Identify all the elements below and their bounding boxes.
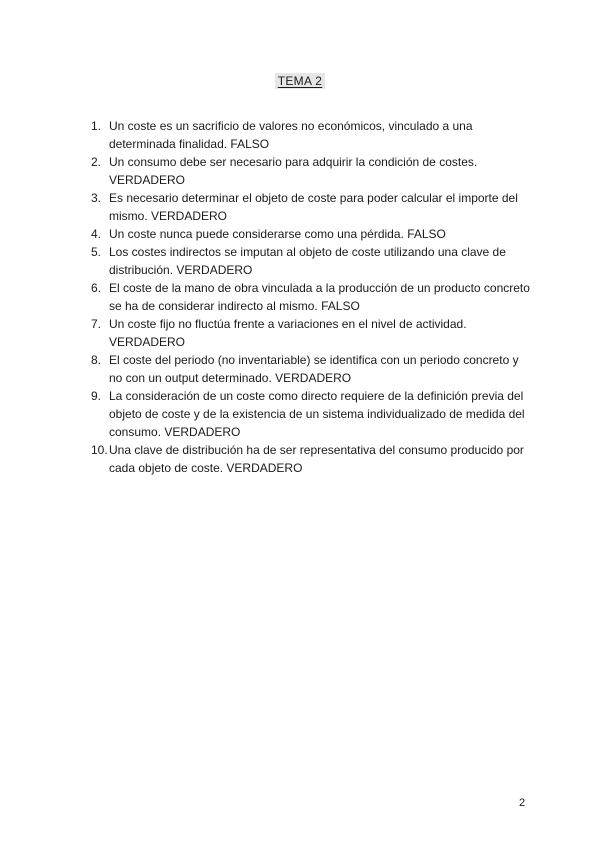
question-number: 5.: [91, 245, 102, 259]
page-number: 2: [519, 797, 526, 809]
question-list: [91, 117, 531, 477]
question-text: Una clave de distribución ha de ser representativa del consumo producido por cada objeto de coste. VERDADERO: [109, 443, 524, 475]
question-item-1: [91, 117, 531, 153]
question-text: Un coste nunca puede considerarse como una pérdida. FALSO: [109, 227, 446, 241]
question-item-10: [91, 441, 531, 477]
question-text: El coste de la mano de obra vinculada a la producción de un producto concreto se ha de considerar indirecto al mismo. FALSO: [109, 281, 530, 313]
question-item-2: [91, 153, 531, 189]
question-item-5: [91, 243, 531, 279]
question-number: 9.: [91, 389, 102, 403]
question-item-3: [91, 189, 531, 225]
question-number: 6.: [91, 281, 102, 295]
question-text: El coste del periodo (no inventariable) se identifica con un periodo concreto y no con un output determinado. VERDADERO: [109, 353, 519, 385]
page-title: TEMA 2: [275, 73, 325, 89]
question-text: Un consumo debe ser necesario para adquirir la condición de costes. VERDADERO: [109, 155, 478, 187]
question-text: Un coste fijo no fluctúa frente a variaciones en el nivel de actividad. VERDADERO: [109, 317, 467, 349]
question-number: 1.: [91, 119, 102, 133]
question-text: La consideración de un coste como directo requiere de la definición previa del objeto de coste y de la existencia de un sistema individualizado de medida del consumo. VERDADERO: [109, 389, 525, 439]
question-number: 10.: [91, 443, 108, 457]
question-number: 3.: [91, 191, 102, 205]
question-item-7: [91, 315, 531, 351]
question-number: 8.: [91, 353, 102, 367]
question-text: Es necesario determinar el objeto de coste para poder calcular el importe del mismo. VERDADERO: [109, 191, 518, 223]
question-item-6: [91, 279, 531, 315]
title-container: [0, 72, 600, 90]
question-number: 2.: [91, 155, 102, 169]
question-item-4: [91, 225, 531, 243]
question-text: Los costes indirectos se imputan al objeto de coste utilizando una clave de distribución. VERDADERO: [109, 245, 506, 277]
question-number: 4.: [91, 227, 102, 241]
question-item-9: [91, 387, 531, 441]
question-item-8: [91, 351, 531, 387]
question-number: 7.: [91, 317, 102, 331]
question-text: Un coste es un sacrificio de valores no económicos, vinculado a una determinada finalidad. FALSO: [109, 119, 473, 151]
